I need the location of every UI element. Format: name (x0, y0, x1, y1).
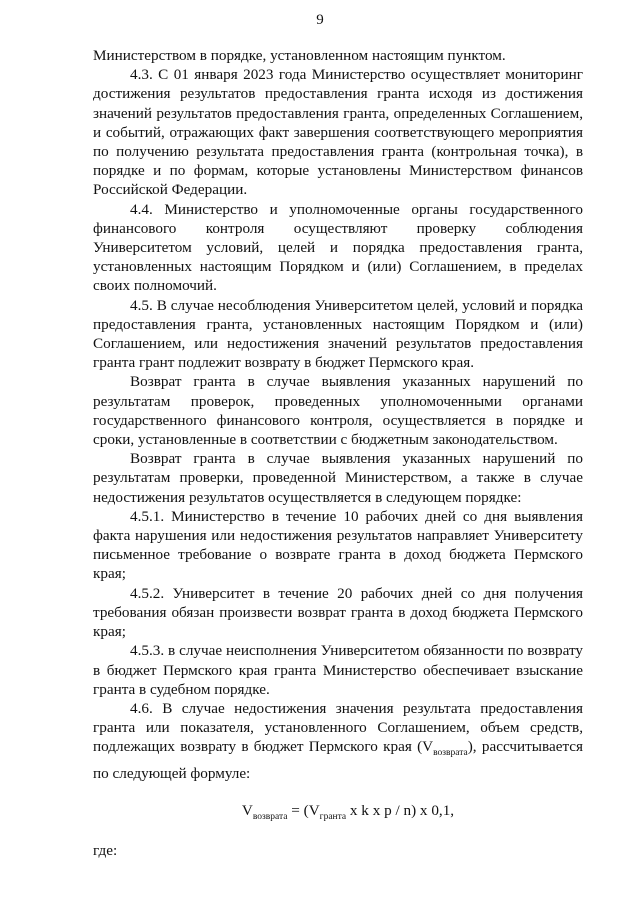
paragraph-continuation: Министерством в порядке, установленном настоящим пунктом. (93, 47, 506, 64)
paragraph-4-3: 4.3. С 01 января 2023 года Министерство осуществляет мониторинг достижения результатов предоставления гранта исходя из достижения значений результатов предоставления гранта, определенных Соглашением, и событий, отражающих факт завершения соответствующего мероприятия по получению результата предоставления гранта (контрольная точка), в порядке и по формам, которые установлены Министерством финансов Российской Федерации. (93, 66, 583, 199)
formula-rest: x k x p / n) x 0,1, (346, 801, 455, 819)
paragraph-4-5-1: 4.5.1. Министерство в течение 10 рабочих дней со дня выявления факта нарушения или недостижения результатов направляет Университету письменное требование о возврате гранта в доход бюджета Пермского края; (93, 507, 583, 583)
paragraph-return-ministry: Возврат гранта в случае выявления указанных нарушений по результатам проверки, проведенной Министерством, а также в случае недостижения результатов осуществляется в следующем порядке: (93, 450, 583, 506)
document-body (93, 46, 583, 860)
paragraph-4-6 (93, 699, 583, 783)
paragraph-4-6-tail: ), рассчитывается по следующей формуле: (93, 738, 584, 782)
paragraph-4-5: 4.5. В случае несоблюдения Университетом целей, условий и порядка предоставления гранта, установленных настоящим Порядком и (или) Соглашением, или недостижения значений результатов предоставления гранта грант подлежит возврату в бюджет Пермского края. (93, 296, 583, 372)
formula-grant-subscript: гранта (319, 811, 347, 822)
paragraph-4-6-head: 4.6. В случае недостижения значения результата предоставления гранта или показателя, установленного Соглашением, объем средств, подлежащих возврату в бюджет Пермского края (V (93, 699, 583, 756)
paragraph-return-audit: Возврат гранта в случае выявления указанных нарушений по результатам проверок, проведенных уполномоченными органами государственного финансового контроля, осуществляется в порядке и сроки, установленные в соответствии с бюджетным законодательством. (93, 373, 583, 449)
page-number: 9 (316, 12, 324, 28)
return-formula (93, 801, 583, 827)
formula-lhs-subscript: возврата (252, 811, 288, 822)
paragraph-4-5-3: 4.5.3. в случае неисполнения Университетом обязанности по возврату в бюджет Пермского края гранта Министерство обеспечивает взыскание гранта в судебном порядке. (93, 642, 583, 698)
where-label: где: (93, 841, 118, 859)
v-return-subscript: возврата (433, 748, 468, 759)
paragraph-4-4: 4.4. Министерство и уполномоченные органы государственного финансового контроля осуществляют проверку соблюдения Университетом условий, целей и порядка предоставления гранта, установленных настоящим Порядком и (или) Соглашением, в пределах своих полномочий. (93, 200, 583, 295)
paragraph-4-5-2: 4.5.2. Университет в течение 20 рабочих дней со дня получения требования обязан произвести возврат гранта в доход бюджета Пермского края; (93, 584, 583, 641)
formula-lhs: V (241, 801, 253, 819)
formula-eq-open: = (V (287, 801, 320, 819)
